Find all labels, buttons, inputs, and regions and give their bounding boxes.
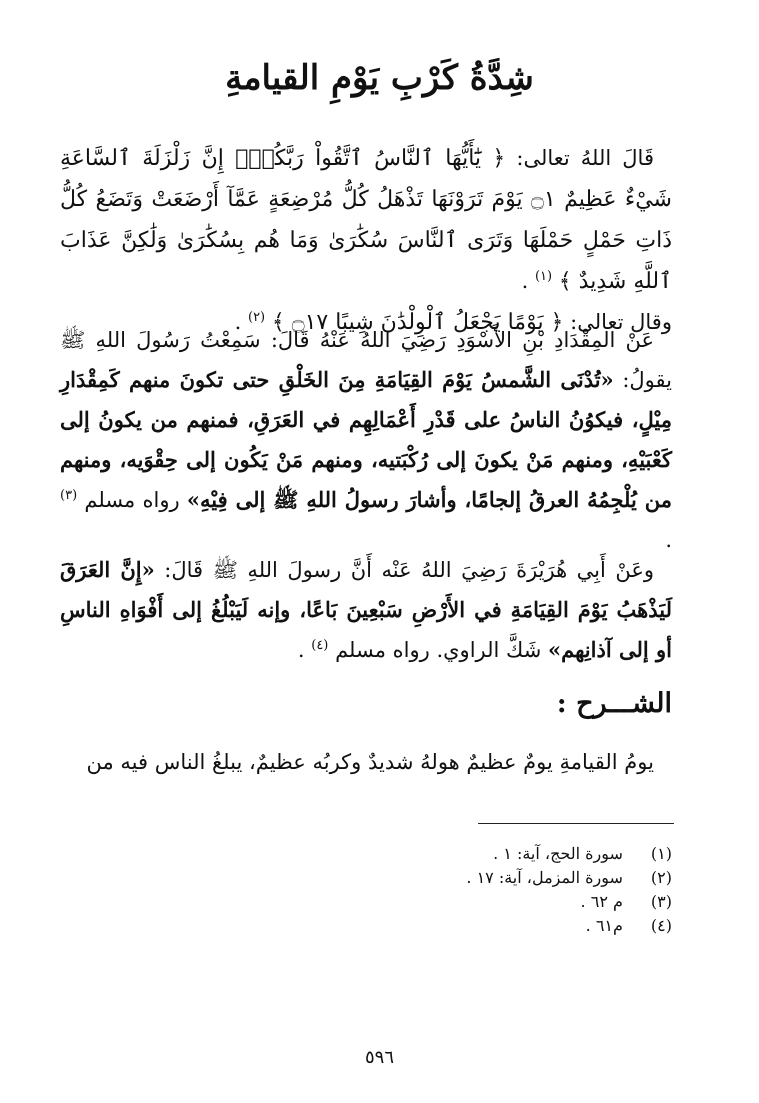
footnote-4	[352, 914, 672, 938]
hadith-miqdad: عَنْ المِقْدَادِ بْنِ الأَسْوَدِ رَضِيَ اللهُ عَنْهُ قَالَ: سَمِعْتُ رَسُولَ اللهِ ﷺ يقولُ: «تُدْنَى الشَّمسُ يَوْمَ القِيَامَةِ مِنَ الخَلْقِ حتى تكونَ منهم كَمِقْدَارِ مِيْلٍ، فيكوُنُ الناسُ على قَدْرِ أَعْمَالِهِم في العَرَقِ، فمنهم من يكونُ إلى كَعْبَيْهِ، ومنهم مَنْ يكونَ إلى رُكْبَتيه، ومنهم مَنْ يَكُون إلى حِقْوَيه، ومنهم من يُلْجِمُهُ العرقُ إلجامًا، وأشارَ رسولُ اللهِ ﷺ إلى فِيْهِ» رواه مسلم $^{(٣)}$ .	[60, 328, 672, 552]
verse-lead: وقال تعالى:	[563, 310, 672, 334]
footnote-text: سورة الحج، آية: ١ .	[493, 844, 623, 863]
hadith-source: شَكَّ الراوي. رواه مسلم	[335, 638, 542, 662]
hadith-text: «إِنَّ العَرَقَ لَيَذْهَبُ يَوْمَ القِيَامَةِ في الأَرْضِ سَبْعِينَ بَاعًا، وإنه لَيَبْلُغُ إلى أَفْوَاهِ الناسِ أو إلى آذانِهم»	[60, 557, 672, 662]
footnote-text: م ٦٢ .	[580, 892, 623, 911]
footnote-number: (١)	[650, 844, 672, 863]
footnote-2	[352, 866, 672, 890]
footnote-divider	[478, 823, 674, 824]
page-number: ٥٩٦	[364, 1047, 394, 1068]
footnote-number: (٢)	[650, 868, 672, 887]
footnote-3	[352, 890, 672, 914]
footnote-number: (٤)	[650, 916, 672, 935]
hadith-source: رواه مسلم	[84, 488, 180, 512]
sharh-text: يومُ القيامةِ يومٌ عظيمٌ هولهُ شديدٌ وكربُه عظيمٌ، يبلغُ الناس فيه من	[86, 750, 654, 774]
verse-paragraph-1	[60, 138, 672, 302]
footnote-text: م٦١ .	[585, 916, 623, 935]
hadith-abu-hurayrah: وعَنْ أَبِي هُرَيْرَةَ رَضِيَ اللهُ عَنْه أَنَّ رسولَ اللهِ ﷺ قَالَ: «إِنَّ العَرَقَ لَيَذْهَبُ يَوْمَ القِيَامَةِ في الأَرْضِ سَبْعِينَ بَاعًا، وإنه لَيَبْلُغُ إلى أَفْوَاهِ الناسِ أو إلى آذانِهم» شَكَّ الراوي. رواه مسلم $^{(٤)}$ .	[60, 557, 672, 662]
quran-verse-muzzammil: ﴿ يَوْمًا يَجْعَلُ ٱلْوِلْدَٰنَ شِيبًا ۝١٧ ﴾	[271, 310, 564, 335]
footnote-number: (٣)	[650, 892, 672, 911]
hadith-chain: وعَنْ أَبِي هُرَيْرَةَ رَضِيَ اللهُ عَنْه أَنَّ رسولَ اللهِ ﷺ قَالَ:	[154, 558, 655, 582]
verse-end: .	[234, 310, 242, 334]
intro-verses	[60, 138, 672, 343]
footnote-ref-2[interactable]: (٢)	[247, 310, 266, 325]
hadith-text: «تُدْنَى الشَّمسُ يَوْمَ القِيَامَةِ مِنَ الخَلْقِ حتى تكونَ منهم كَمِقْدَارِ مِيْلٍ، فيكوُنُ الناسُ على قَدْرِ أَعْمَالِهِم في العَرَقِ، فمنهم من يكونُ إلى كَعْبَيْهِ، ومنهم مَنْ يكونَ إلى رُكْبَتيه، ومنهم مَنْ يَكُون إلى حِقْوَيه، ومنهم من يُلْجِمُهُ العرقُ إلجامًا، وأشارَ رسولُ اللهِ ﷺ إلى فِيْهِ»	[60, 367, 672, 512]
page-title: شِدَّةُ كَرْبِ يَوْمِ القيامةِ	[225, 58, 534, 98]
sharh-text-block	[60, 742, 672, 782]
verse-lead: قَالَ اللهُ تعالى:	[505, 146, 654, 170]
quran-verse-hajj: ﴿ يَٰٓأَيُّهَا ٱلنَّاسُ ٱتَّقُواْ رَبَّكُمْۚ إِنَّ زَلْزَلَةَ ٱلسَّاعَةِ شَيْءٌ عَظِيمٌ ۝١ يَوْمَ تَرَوْنَهَا تَذْهَلُ كُلُّ مُرْضِعَةٍ عَمَّآ أَرْضَعَتْ وَتَضَعُ كُلُّ ذَاتِ حَمْلٍ حَمْلَهَا وَتَرَى ٱلنَّاسَ سُكَٰرَىٰ وَمَا هُم بِسُكَٰرَىٰ وَلَٰكِنَّ عَذَابَ ٱللَّهِ شَدِيدٌ ﴾	[60, 146, 672, 294]
footnote-ref-1[interactable]: (١)	[534, 269, 553, 284]
hadith-chain: عَنْ المِقْدَادِ بْنِ الأَسْوَدِ رَضِيَ اللهُ عَنْهُ قَالَ: سَمِعْتُ رَسُولَ اللهِ ﷺ يقولُ:	[60, 328, 672, 392]
footnote-ref-3[interactable]: (٣)	[60, 488, 78, 503]
sharh-heading: الشـــرح :	[556, 688, 672, 719]
footnote-text: سورة المزمل، آية: ١٧ .	[466, 868, 623, 887]
verse-end: .	[521, 269, 529, 293]
footnote-ref-4[interactable]: (٤)	[311, 638, 329, 653]
footnote-1	[352, 842, 672, 866]
